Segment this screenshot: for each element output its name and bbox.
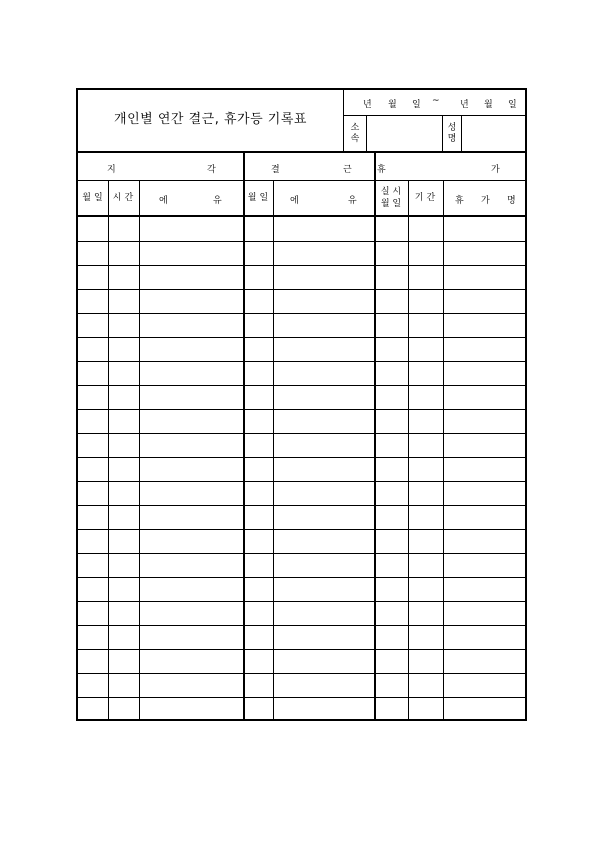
- entry-cell-tardy-reason[interactable]: [140, 314, 243, 336]
- period-start-month: 월: [388, 100, 397, 110]
- col-tardy-time: 시 간: [112, 192, 134, 203]
- col-absence-reason: 에 유: [290, 196, 357, 206]
- entry-cell-tardy-time[interactable]: [109, 698, 138, 720]
- entry-cell-tardy-reason[interactable]: [140, 554, 243, 576]
- form-title: 개인별 연간 결근, 휴가등 기록표: [114, 112, 307, 128]
- entry-cell-absence-date[interactable]: [245, 314, 272, 336]
- entry-cell-leave-date[interactable]: [376, 434, 407, 456]
- entry-cell-leave-period[interactable]: [409, 650, 442, 672]
- period-end-month: 월: [484, 100, 493, 110]
- entry-cell-leave-period[interactable]: [409, 386, 442, 408]
- entry-cell-leave-name[interactable]: [444, 242, 526, 264]
- entry-cell-tardy-date[interactable]: [79, 602, 107, 624]
- entry-cell-absence-date[interactable]: [245, 554, 272, 576]
- entry-cell-tardy-date[interactable]: [79, 434, 107, 456]
- period-start-year: 년: [363, 100, 372, 110]
- entry-cell-tardy-date[interactable]: [79, 362, 107, 384]
- entry-cell-leave-name[interactable]: [444, 554, 526, 576]
- entry-cell-leave-name[interactable]: [444, 698, 526, 720]
- entry-cell-leave-date[interactable]: [376, 650, 407, 672]
- entry-cell-tardy-reason[interactable]: [140, 626, 243, 648]
- entry-cell-leave-name[interactable]: [444, 290, 526, 312]
- entry-cell-tardy-reason[interactable]: [140, 410, 243, 432]
- entry-cell-absence-date[interactable]: [245, 602, 272, 624]
- entry-cell-tardy-date[interactable]: [79, 530, 107, 552]
- entry-cell-leave-date[interactable]: [376, 482, 407, 504]
- entry-cell-absence-reason[interactable]: [274, 578, 374, 600]
- entry-cell-leave-period[interactable]: [409, 242, 442, 264]
- entry-cell-tardy-time[interactable]: [109, 626, 138, 648]
- entry-cell-absence-date[interactable]: [245, 482, 272, 504]
- entry-cell-tardy-date[interactable]: [79, 338, 107, 360]
- entry-cell-tardy-date[interactable]: [79, 266, 107, 288]
- entry-cell-leave-date[interactable]: [376, 218, 407, 240]
- entry-cell-leave-date[interactable]: [376, 674, 407, 696]
- entry-cell-leave-date[interactable]: [376, 530, 407, 552]
- entry-cell-tardy-reason[interactable]: [140, 434, 243, 456]
- entry-cell-absence-date[interactable]: [245, 434, 272, 456]
- entry-cell-tardy-reason[interactable]: [140, 266, 243, 288]
- entry-cell-absence-date[interactable]: [245, 650, 272, 672]
- entry-cell-tardy-date[interactable]: [79, 458, 107, 480]
- entry-cell-leave-name[interactable]: [444, 602, 526, 624]
- section-tardy: 지 각: [107, 165, 216, 175]
- entry-cell-tardy-date[interactable]: [79, 218, 107, 240]
- entry-cell-leave-date[interactable]: [376, 242, 407, 264]
- entry-cell-leave-name[interactable]: [444, 338, 526, 360]
- entry-cell-leave-period[interactable]: [409, 458, 442, 480]
- entry-cell-absence-reason[interactable]: [274, 650, 374, 672]
- entry-cell-leave-date[interactable]: [376, 578, 407, 600]
- entry-cell-tardy-time[interactable]: [109, 242, 138, 264]
- entry-cell-tardy-date[interactable]: [79, 698, 107, 720]
- entry-cell-absence-date[interactable]: [245, 626, 272, 648]
- entry-cell-leave-name[interactable]: [444, 578, 526, 600]
- entry-cell-absence-reason[interactable]: [274, 362, 374, 384]
- entry-cell-leave-period[interactable]: [409, 338, 442, 360]
- entry-cell-tardy-time[interactable]: [109, 290, 138, 312]
- entry-cell-tardy-reason[interactable]: [140, 530, 243, 552]
- entry-cell-leave-period[interactable]: [409, 434, 442, 456]
- entry-cell-tardy-time[interactable]: [109, 314, 138, 336]
- col-tardy-reason: 에 유: [159, 196, 222, 206]
- entry-cell-tardy-time[interactable]: [109, 578, 138, 600]
- entry-cell-leave-name[interactable]: [444, 386, 526, 408]
- entry-cell-tardy-time[interactable]: [109, 266, 138, 288]
- col-leave-date: 실 시 월 일: [380, 187, 402, 209]
- entry-cell-absence-date[interactable]: [245, 410, 272, 432]
- entry-cell-leave-name[interactable]: [444, 530, 526, 552]
- entry-cell-leave-date[interactable]: [376, 266, 407, 288]
- entry-cell-tardy-time[interactable]: [109, 410, 138, 432]
- entry-cell-leave-date[interactable]: [376, 602, 407, 624]
- entry-cell-tardy-time[interactable]: [109, 674, 138, 696]
- entry-cell-absence-date[interactable]: [245, 266, 272, 288]
- entry-cell-leave-name[interactable]: [444, 434, 526, 456]
- entry-cell-leave-date[interactable]: [376, 290, 407, 312]
- entry-cell-absence-reason[interactable]: [274, 290, 374, 312]
- entry-cell-tardy-reason[interactable]: [140, 506, 243, 528]
- entry-cell-tardy-reason[interactable]: [140, 242, 243, 264]
- entry-cell-leave-date[interactable]: [376, 410, 407, 432]
- period-start-day: 일: [412, 100, 421, 110]
- entry-cell-tardy-time[interactable]: [109, 530, 138, 552]
- period-tilde: ~: [432, 96, 440, 106]
- section-absence: 결 근: [271, 165, 352, 175]
- entry-cell-tardy-date[interactable]: [79, 650, 107, 672]
- entry-cell-tardy-time[interactable]: [109, 434, 138, 456]
- entry-cell-tardy-reason[interactable]: [140, 482, 243, 504]
- entry-cell-leave-name[interactable]: [444, 218, 526, 240]
- entry-cell-absence-reason[interactable]: [274, 386, 374, 408]
- entry-cell-tardy-date[interactable]: [79, 314, 107, 336]
- entry-cell-tardy-reason[interactable]: [140, 698, 243, 720]
- entry-cell-leave-date[interactable]: [376, 362, 407, 384]
- section-leave: 휴 가: [377, 165, 500, 175]
- entry-cell-leave-name[interactable]: [444, 314, 526, 336]
- period-end-day: 일: [508, 100, 517, 110]
- entry-cell-absence-date[interactable]: [245, 698, 272, 720]
- entry-cell-tardy-time[interactable]: [109, 386, 138, 408]
- entry-cell-absence-date[interactable]: [245, 578, 272, 600]
- entry-cell-absence-date[interactable]: [245, 362, 272, 384]
- entry-cell-leave-name[interactable]: [444, 266, 526, 288]
- entry-cell-leave-date[interactable]: [376, 386, 407, 408]
- entry-cell-leave-name[interactable]: [444, 458, 526, 480]
- entry-cell-tardy-reason[interactable]: [140, 290, 243, 312]
- entry-cell-absence-reason[interactable]: [274, 698, 374, 720]
- entry-cell-absence-date[interactable]: [245, 530, 272, 552]
- entry-cell-leave-date[interactable]: [376, 626, 407, 648]
- entry-cell-leave-period[interactable]: [409, 506, 442, 528]
- entry-cell-tardy-reason[interactable]: [140, 218, 243, 240]
- entry-cell-leave-period[interactable]: [409, 626, 442, 648]
- entry-cell-leave-period[interactable]: [409, 674, 442, 696]
- entry-cell-absence-reason[interactable]: [274, 506, 374, 528]
- entry-cell-tardy-time[interactable]: [109, 362, 138, 384]
- entry-cell-leave-name[interactable]: [444, 650, 526, 672]
- entry-cell-absence-reason[interactable]: [274, 554, 374, 576]
- entry-cell-leave-name[interactable]: [444, 626, 526, 648]
- entry-cell-tardy-date[interactable]: [79, 242, 107, 264]
- entry-cell-leave-name[interactable]: [444, 674, 526, 696]
- entry-cell-tardy-date[interactable]: [79, 554, 107, 576]
- col-absence-month-day: 월 일: [247, 192, 269, 203]
- entry-cell-tardy-time[interactable]: [109, 338, 138, 360]
- period-end-year: 년: [460, 100, 469, 110]
- entry-cell-tardy-time[interactable]: [109, 650, 138, 672]
- entry-cell-absence-reason[interactable]: [274, 314, 374, 336]
- entry-cell-leave-date[interactable]: [376, 698, 407, 720]
- entry-cell-absence-reason[interactable]: [274, 218, 374, 240]
- entry-cell-tardy-time[interactable]: [109, 482, 138, 504]
- entry-cell-leave-period[interactable]: [409, 314, 442, 336]
- entry-cell-absence-date[interactable]: [245, 218, 272, 240]
- entry-cell-leave-period[interactable]: [409, 218, 442, 240]
- entry-cell-tardy-reason[interactable]: [140, 578, 243, 600]
- entry-cell-absence-reason[interactable]: [274, 266, 374, 288]
- entry-cell-leave-period[interactable]: [409, 698, 442, 720]
- entry-cell-absence-date[interactable]: [245, 458, 272, 480]
- entry-cell-leave-date[interactable]: [376, 314, 407, 336]
- entry-cell-leave-name[interactable]: [444, 410, 526, 432]
- entry-cell-leave-date[interactable]: [376, 554, 407, 576]
- entry-cell-leave-period[interactable]: [409, 602, 442, 624]
- entry-cell-absence-reason[interactable]: [274, 458, 374, 480]
- entry-cell-absence-reason[interactable]: [274, 626, 374, 648]
- name-label: 성 명: [447, 122, 457, 144]
- entry-cell-absence-reason[interactable]: [274, 242, 374, 264]
- entry-cell-tardy-time[interactable]: [109, 218, 138, 240]
- entry-cell-tardy-time[interactable]: [109, 602, 138, 624]
- entry-cell-absence-date[interactable]: [245, 386, 272, 408]
- entry-cell-tardy-reason[interactable]: [140, 674, 243, 696]
- entry-cell-tardy-date[interactable]: [79, 578, 107, 600]
- entry-cell-leave-name[interactable]: [444, 362, 526, 384]
- entry-cell-leave-date[interactable]: [376, 338, 407, 360]
- entry-cell-leave-period[interactable]: [409, 290, 442, 312]
- entry-cell-absence-date[interactable]: [245, 506, 272, 528]
- entry-cell-absence-date[interactable]: [245, 674, 272, 696]
- entry-cell-tardy-reason[interactable]: [140, 386, 243, 408]
- entry-cell-leave-name[interactable]: [444, 506, 526, 528]
- entry-cell-leave-period[interactable]: [409, 554, 442, 576]
- col-tardy-month-day: 월 일: [82, 192, 103, 203]
- entry-cell-tardy-time[interactable]: [109, 458, 138, 480]
- entry-cell-tardy-date[interactable]: [79, 482, 107, 504]
- entry-cell-tardy-reason[interactable]: [140, 650, 243, 672]
- attendance-record-form: [76, 88, 527, 721]
- entry-cell-tardy-date[interactable]: [79, 386, 107, 408]
- entry-cell-absence-reason[interactable]: [274, 602, 374, 624]
- entry-cell-leave-period[interactable]: [409, 482, 442, 504]
- entry-cell-tardy-date[interactable]: [79, 410, 107, 432]
- entry-cell-leave-period[interactable]: [409, 410, 442, 432]
- entry-cell-absence-reason[interactable]: [274, 410, 374, 432]
- entry-cell-absence-date[interactable]: [245, 338, 272, 360]
- entry-cell-absence-date[interactable]: [245, 290, 272, 312]
- col-leave-period: 기 간: [414, 192, 436, 203]
- affiliation-label: 소 속: [350, 122, 360, 144]
- entry-cell-absence-reason[interactable]: [274, 530, 374, 552]
- entry-cell-leave-period[interactable]: [409, 530, 442, 552]
- entry-cell-leave-name[interactable]: [444, 482, 526, 504]
- entry-cell-leave-date[interactable]: [376, 506, 407, 528]
- entry-cell-tardy-reason[interactable]: [140, 338, 243, 360]
- col-leave-name: 휴 가 명: [455, 196, 516, 206]
- entry-cell-absence-reason[interactable]: [274, 434, 374, 456]
- entry-cell-tardy-date[interactable]: [79, 506, 107, 528]
- entry-cell-tardy-date[interactable]: [79, 674, 107, 696]
- entry-cell-leave-period[interactable]: [409, 266, 442, 288]
- entry-cell-tardy-time[interactable]: [109, 506, 138, 528]
- entry-cell-absence-reason[interactable]: [274, 674, 374, 696]
- entry-cell-tardy-reason[interactable]: [140, 362, 243, 384]
- entry-cell-tardy-date[interactable]: [79, 626, 107, 648]
- entry-cell-absence-reason[interactable]: [274, 482, 374, 504]
- entry-cell-absence-reason[interactable]: [274, 338, 374, 360]
- entry-cell-leave-period[interactable]: [409, 578, 442, 600]
- entry-cell-leave-date[interactable]: [376, 458, 407, 480]
- entry-cell-absence-date[interactable]: [245, 242, 272, 264]
- entry-cell-tardy-reason[interactable]: [140, 602, 243, 624]
- entry-cell-tardy-reason[interactable]: [140, 458, 243, 480]
- entry-cell-tardy-date[interactable]: [79, 290, 107, 312]
- record-grid: [78, 90, 527, 721]
- entry-cell-tardy-time[interactable]: [109, 554, 138, 576]
- entry-cell-leave-period[interactable]: [409, 362, 442, 384]
